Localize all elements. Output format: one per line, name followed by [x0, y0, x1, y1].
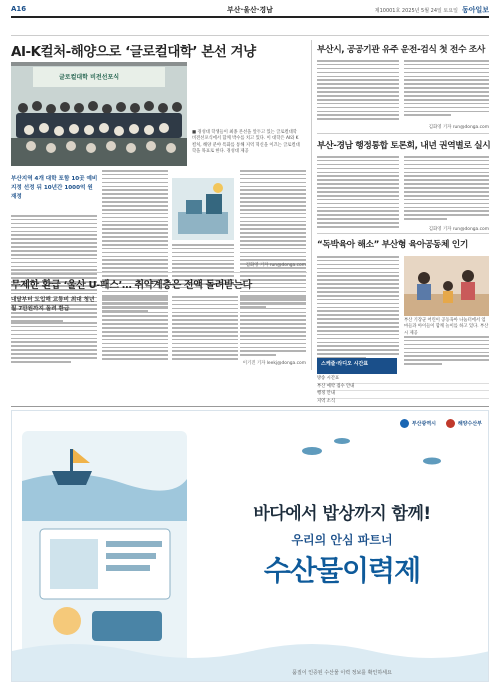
bottom-story-headline: 무제한 환급 ‘울산 U-패스’… 취약계층은 전액 돌려받는다	[11, 280, 252, 291]
ad-logo-ministry	[446, 419, 482, 428]
childcare-photo	[404, 256, 489, 316]
top-rule	[11, 35, 489, 36]
illustration-photo	[172, 178, 234, 240]
right-story-2-byline: 김화영 기자 run@donga.com	[428, 227, 489, 232]
bottom-story-body-col2	[102, 296, 168, 360]
schedule-table	[317, 376, 489, 405]
photo-banner-text: 글로컬대학 비전선포식	[59, 74, 120, 81]
top-story-photo	[11, 62, 187, 166]
right-story-1-headline: 부산시, 공공기관 유주 운전-검식 첫 전수 조사	[317, 45, 485, 55]
right-story-3-caption: 부산 기장군 어린이 공동육아 나눔터에서 엄마들과 아이들이 함께 놀이를 하고 있다. 부산시 제공	[404, 318, 489, 336]
right-story-3-body-b	[404, 336, 489, 365]
newspaper-brand: 동아일보	[461, 6, 489, 14]
right-story-1-byline: 김화영 기자 run@donga.com	[428, 125, 489, 130]
ad-panel	[11, 410, 489, 682]
ad-title: 수산물이력제	[263, 554, 421, 587]
header-rule	[11, 16, 489, 18]
bottom-story-body-col3	[172, 296, 238, 360]
bottom-story-lead: 내달부터 도입해 교통비 최대 청년 월 7만원까지 돌려 환급	[11, 297, 95, 312]
bottom-story-body-col4	[240, 296, 306, 356]
ad-logo-busan	[400, 419, 436, 428]
bottom-story-body-col1	[11, 322, 97, 363]
right-story-1-body-a	[317, 60, 399, 120]
top-story-lead: 부산지역 4개 대학 포함 10곳 예비지정 선정 뒤 10년간 1000억 원 재정	[11, 176, 98, 200]
ad-subtitle: 우리의 안심 파트너	[291, 533, 393, 547]
campus-illustration	[172, 178, 234, 240]
issue-date	[375, 5, 489, 15]
right-story-3-body-a	[317, 256, 399, 359]
right-story-2-body-b	[404, 156, 489, 220]
page-number: A16	[11, 5, 27, 13]
right-story-3-photo	[404, 256, 489, 316]
ad-tagline: 바다에서 밥상까지 함께!	[253, 504, 431, 524]
top-story-byline: 김화영 기자 run@donga.com	[245, 263, 306, 268]
right-story-3-headline: “독박육아 해소” 부산형 육아공동체 인기	[317, 240, 468, 250]
ministry-logo-icon	[446, 419, 455, 428]
schedule-row: 부산 예약 접수 안내	[317, 384, 489, 392]
ad-rule	[11, 406, 489, 407]
right-rule-1	[317, 133, 489, 134]
schedule-row: 행정 안내	[317, 391, 489, 399]
right-story-2-body-a	[317, 156, 399, 228]
date-text: 제10001호 2025년 5월 24일 토요일	[374, 8, 458, 14]
logo-text: 해양수산부	[457, 421, 482, 427]
bottom-story-byline: 이기진 기자 leekj@donga.com	[242, 361, 306, 366]
top-story-headline: AI-K컬처-해양으로 ‘글로컬대학’ 본선 겨냥	[11, 44, 256, 60]
logo-text: 부산광역시	[411, 421, 436, 427]
schedule-row: 지역 소식	[317, 398, 335, 404]
top-story-caption: ■ 경성대 학생들이 최종 본선을 앞두고 있는 글로컬대학 비전선포식에서 함께 박수를 치고 있다. 이 대학은 AI와 K컬처, 해양 분야 특화를 통해 지역 혁신을 이끄는 글로컬대학을 목표로 한다. 경성대 제공	[192, 130, 300, 155]
column-divider	[311, 40, 312, 370]
ad-footnote: 품질이 인증된 수산물 이력 정보를 확인하세요	[292, 670, 392, 676]
schedule-row: 방송 시간표	[317, 376, 489, 384]
bottom-rule	[11, 272, 307, 273]
right-rule-2	[317, 233, 489, 234]
section-title: 부산·울산·경남	[227, 6, 273, 14]
schedule-title: 스케줄·라디오 시간표	[317, 358, 397, 374]
busan-logo-icon	[400, 419, 409, 428]
right-story-2-headline: 부산-경남 행정통합 토론회, 내년 권역별로 실시	[317, 141, 491, 151]
right-story-1-body-b	[404, 60, 489, 116]
